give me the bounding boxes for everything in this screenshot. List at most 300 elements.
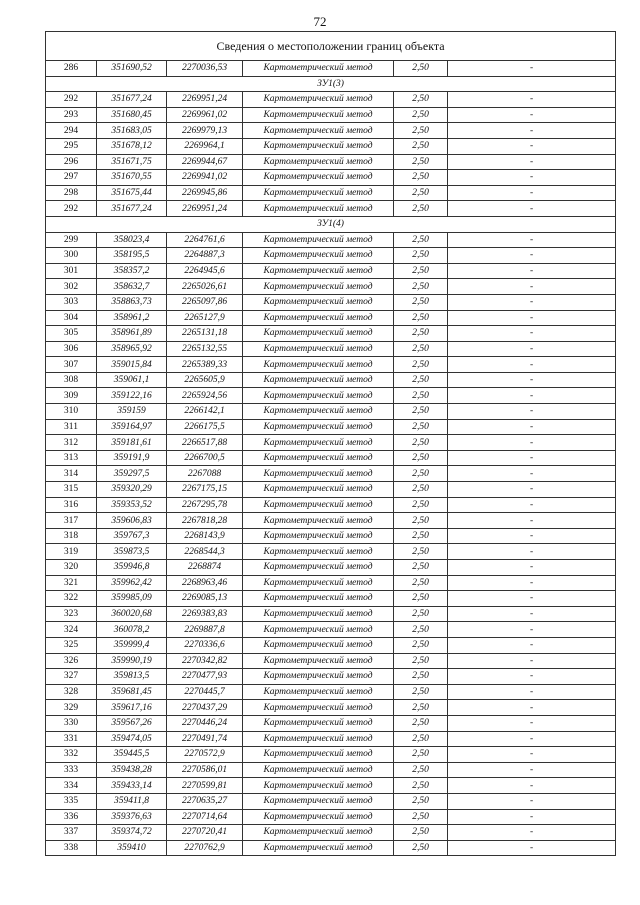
cell-accuracy: 2,50 <box>394 294 448 310</box>
cell-coord-y: 2265097,86 <box>167 294 243 310</box>
cell-note: - <box>448 372 616 388</box>
table-row <box>46 466 616 482</box>
cell-accuracy: 2,50 <box>394 263 448 279</box>
cell-method: Картометрический метод <box>243 61 394 77</box>
cell-coord-x: 359353,52 <box>97 497 167 513</box>
cell-accuracy: 2,50 <box>394 560 448 576</box>
cell-accuracy: 2,50 <box>394 840 448 856</box>
table-title: Сведения о местоположении границ объекта <box>46 32 616 61</box>
cell-accuracy: 2,50 <box>394 528 448 544</box>
cell-note: - <box>448 793 616 809</box>
cell-accuracy: 2,50 <box>394 591 448 607</box>
cell-accuracy: 2,50 <box>394 513 448 529</box>
cell-coord-x: 351677,24 <box>97 201 167 217</box>
cell-point-number: 326 <box>46 653 97 669</box>
cell-accuracy: 2,50 <box>394 653 448 669</box>
cell-point-number: 303 <box>46 294 97 310</box>
cell-method: Картометрический метод <box>243 684 394 700</box>
cell-note: - <box>448 575 616 591</box>
cell-note: - <box>448 528 616 544</box>
table-row <box>46 840 616 856</box>
cell-point-number: 300 <box>46 248 97 264</box>
cell-point-number: 310 <box>46 404 97 420</box>
table-row <box>46 731 616 747</box>
cell-accuracy: 2,50 <box>394 622 448 638</box>
table-row <box>46 637 616 653</box>
cell-note: - <box>448 637 616 653</box>
cell-note: - <box>448 357 616 373</box>
cell-coord-y: 2270572,9 <box>167 747 243 763</box>
cell-coord-x: 351680,45 <box>97 107 167 123</box>
cell-point-number: 312 <box>46 435 97 451</box>
table-row <box>46 528 616 544</box>
cell-method: Картометрический метод <box>243 637 394 653</box>
cell-note: - <box>448 185 616 201</box>
table-row <box>46 435 616 451</box>
cell-point-number: 301 <box>46 263 97 279</box>
cell-note: - <box>448 388 616 404</box>
cell-coord-x: 359410 <box>97 840 167 856</box>
cell-accuracy: 2,50 <box>394 466 448 482</box>
cell-note: - <box>448 248 616 264</box>
cell-point-number: 336 <box>46 809 97 825</box>
cell-coord-x: 359606,83 <box>97 513 167 529</box>
cell-point-number: 318 <box>46 528 97 544</box>
cell-coord-x: 351677,24 <box>97 92 167 108</box>
cell-coord-x: 359617,16 <box>97 700 167 716</box>
cell-coord-x: 358357,2 <box>97 263 167 279</box>
cell-point-number: 299 <box>46 232 97 248</box>
cell-coord-x: 359181,61 <box>97 435 167 451</box>
cell-coord-y: 2270586,01 <box>167 762 243 778</box>
cell-accuracy: 2,50 <box>394 606 448 622</box>
cell-point-number: 304 <box>46 310 97 326</box>
cell-coord-x: 358863,73 <box>97 294 167 310</box>
table-row <box>46 778 616 794</box>
cell-coord-x: 359191,9 <box>97 450 167 466</box>
cell-method: Картометрический метод <box>243 466 394 482</box>
cell-coord-y: 2270720,41 <box>167 825 243 841</box>
cell-method: Картометрический метод <box>243 138 394 154</box>
cell-coord-y: 2264945,6 <box>167 263 243 279</box>
cell-accuracy: 2,50 <box>394 357 448 373</box>
cell-coord-x: 351678,12 <box>97 138 167 154</box>
cell-note: - <box>448 435 616 451</box>
cell-note: - <box>448 123 616 139</box>
table-row <box>46 310 616 326</box>
cell-method: Картометрический метод <box>243 840 394 856</box>
cell-point-number: 325 <box>46 637 97 653</box>
section-header-row <box>46 216 616 232</box>
cell-note: - <box>448 61 616 77</box>
cell-method: Картометрический метод <box>243 513 394 529</box>
table-row <box>46 684 616 700</box>
cell-method: Картометрический метод <box>243 747 394 763</box>
cell-method: Картометрический метод <box>243 388 394 404</box>
table-row <box>46 419 616 435</box>
cell-accuracy: 2,50 <box>394 778 448 794</box>
cell-coord-y: 2269964,1 <box>167 138 243 154</box>
table-row <box>46 669 616 685</box>
cell-method: Картометрический метод <box>243 248 394 264</box>
cell-coord-y: 2270762,9 <box>167 840 243 856</box>
cell-method: Картометрический метод <box>243 762 394 778</box>
table-row <box>46 372 616 388</box>
cell-coord-y: 2270342,82 <box>167 653 243 669</box>
cell-accuracy: 2,50 <box>394 201 448 217</box>
cell-point-number: 313 <box>46 450 97 466</box>
cell-method: Картометрический метод <box>243 793 394 809</box>
cell-accuracy: 2,50 <box>394 762 448 778</box>
table-row <box>46 606 616 622</box>
table-title-row <box>46 32 616 61</box>
cell-point-number: 296 <box>46 154 97 170</box>
cell-coord-y: 2265605,9 <box>167 372 243 388</box>
section-header-row <box>46 76 616 92</box>
cell-coord-x: 359999,4 <box>97 637 167 653</box>
cell-point-number: 307 <box>46 357 97 373</box>
cell-note: - <box>448 684 616 700</box>
cell-note: - <box>448 809 616 825</box>
table-row <box>46 497 616 513</box>
cell-method: Картометрический метод <box>243 92 394 108</box>
cell-method: Картометрический метод <box>243 201 394 217</box>
cell-accuracy: 2,50 <box>394 404 448 420</box>
cell-accuracy: 2,50 <box>394 700 448 716</box>
section-label: ЗУ1(3) <box>46 76 616 92</box>
cell-coord-x: 360020,68 <box>97 606 167 622</box>
cell-method: Картометрический метод <box>243 825 394 841</box>
cell-method: Картометрический метод <box>243 310 394 326</box>
cell-accuracy: 2,50 <box>394 107 448 123</box>
cell-note: - <box>448 715 616 731</box>
table-row <box>46 575 616 591</box>
cell-coord-y: 2266175,5 <box>167 419 243 435</box>
cell-coord-y: 2269941,02 <box>167 170 243 186</box>
cell-coord-y: 2270714,64 <box>167 809 243 825</box>
table-row <box>46 92 616 108</box>
cell-coord-y: 2270336,6 <box>167 637 243 653</box>
cell-method: Картометрический метод <box>243 154 394 170</box>
cell-coord-x: 351670,55 <box>97 170 167 186</box>
table-row <box>46 170 616 186</box>
cell-coord-y: 2265389,33 <box>167 357 243 373</box>
cell-coord-x: 358961,2 <box>97 310 167 326</box>
cell-coord-y: 2270036,53 <box>167 61 243 77</box>
boundary-coordinates-table <box>45 31 616 856</box>
cell-accuracy: 2,50 <box>394 747 448 763</box>
cell-coord-y: 2265131,18 <box>167 326 243 342</box>
cell-coord-x: 360078,2 <box>97 622 167 638</box>
cell-note: - <box>448 513 616 529</box>
cell-note: - <box>448 279 616 295</box>
cell-method: Картометрический метод <box>243 606 394 622</box>
section-label: ЗУ1(4) <box>46 216 616 232</box>
cell-note: - <box>448 497 616 513</box>
cell-accuracy: 2,50 <box>394 731 448 747</box>
cell-point-number: 305 <box>46 326 97 342</box>
cell-accuracy: 2,50 <box>394 372 448 388</box>
cell-note: - <box>448 92 616 108</box>
cell-point-number: 315 <box>46 482 97 498</box>
cell-note: - <box>448 653 616 669</box>
cell-coord-x: 359122,16 <box>97 388 167 404</box>
table-body <box>46 32 616 856</box>
cell-coord-y: 2265132,55 <box>167 341 243 357</box>
cell-method: Картометрический метод <box>243 185 394 201</box>
cell-coord-y: 2269887,8 <box>167 622 243 638</box>
cell-coord-x: 359061,1 <box>97 372 167 388</box>
cell-method: Картометрический метод <box>243 653 394 669</box>
cell-point-number: 337 <box>46 825 97 841</box>
cell-method: Картометрический метод <box>243 435 394 451</box>
cell-point-number: 323 <box>46 606 97 622</box>
cell-method: Картометрический метод <box>243 357 394 373</box>
cell-coord-y: 2266142,1 <box>167 404 243 420</box>
table-row <box>46 825 616 841</box>
cell-accuracy: 2,50 <box>394 185 448 201</box>
cell-coord-y: 2270635,27 <box>167 793 243 809</box>
cell-point-number: 292 <box>46 92 97 108</box>
cell-note: - <box>448 560 616 576</box>
cell-method: Картометрический метод <box>243 591 394 607</box>
table-row <box>46 747 616 763</box>
cell-note: - <box>448 201 616 217</box>
cell-point-number: 286 <box>46 61 97 77</box>
cell-note: - <box>448 419 616 435</box>
cell-method: Картометрический метод <box>243 669 394 685</box>
cell-coord-y: 2269979,13 <box>167 123 243 139</box>
cell-method: Картометрический метод <box>243 715 394 731</box>
cell-point-number: 294 <box>46 123 97 139</box>
cell-point-number: 298 <box>46 185 97 201</box>
cell-note: - <box>448 482 616 498</box>
cell-coord-x: 359962,42 <box>97 575 167 591</box>
cell-coord-y: 2268544,3 <box>167 544 243 560</box>
cell-coord-y: 2269945,86 <box>167 185 243 201</box>
cell-point-number: 308 <box>46 372 97 388</box>
cell-accuracy: 2,50 <box>394 825 448 841</box>
cell-coord-x: 359873,5 <box>97 544 167 560</box>
cell-accuracy: 2,50 <box>394 450 448 466</box>
cell-point-number: 316 <box>46 497 97 513</box>
cell-accuracy: 2,50 <box>394 809 448 825</box>
cell-point-number: 306 <box>46 341 97 357</box>
cell-coord-y: 2270599,81 <box>167 778 243 794</box>
cell-coord-x: 359164,97 <box>97 419 167 435</box>
cell-point-number: 333 <box>46 762 97 778</box>
cell-coord-x: 359320,29 <box>97 482 167 498</box>
cell-accuracy: 2,50 <box>394 326 448 342</box>
table-row <box>46 232 616 248</box>
cell-coord-y: 2265924,56 <box>167 388 243 404</box>
cell-coord-x: 359813,5 <box>97 669 167 685</box>
cell-coord-x: 351675,44 <box>97 185 167 201</box>
cell-accuracy: 2,50 <box>394 669 448 685</box>
cell-note: - <box>448 669 616 685</box>
cell-coord-x: 359374,72 <box>97 825 167 841</box>
table-row <box>46 404 616 420</box>
cell-coord-x: 351690,52 <box>97 61 167 77</box>
cell-note: - <box>448 107 616 123</box>
cell-accuracy: 2,50 <box>394 497 448 513</box>
table-row <box>46 248 616 264</box>
cell-coord-x: 351683,05 <box>97 123 167 139</box>
cell-method: Картометрический метод <box>243 294 394 310</box>
cell-point-number: 321 <box>46 575 97 591</box>
cell-method: Картометрический метод <box>243 404 394 420</box>
cell-point-number: 331 <box>46 731 97 747</box>
cell-accuracy: 2,50 <box>394 637 448 653</box>
cell-note: - <box>448 762 616 778</box>
cell-coord-y: 2270446,24 <box>167 715 243 731</box>
cell-note: - <box>448 341 616 357</box>
table-row <box>46 482 616 498</box>
cell-note: - <box>448 450 616 466</box>
cell-point-number: 309 <box>46 388 97 404</box>
cell-method: Картометрический метод <box>243 482 394 498</box>
cell-point-number: 295 <box>46 138 97 154</box>
table-row <box>46 107 616 123</box>
cell-method: Картометрический метод <box>243 700 394 716</box>
cell-coord-x: 359411,8 <box>97 793 167 809</box>
cell-point-number: 334 <box>46 778 97 794</box>
cell-point-number: 329 <box>46 700 97 716</box>
cell-coord-y: 2269383,83 <box>167 606 243 622</box>
cell-coord-x: 358195,5 <box>97 248 167 264</box>
cell-accuracy: 2,50 <box>394 684 448 700</box>
cell-coord-x: 359433,14 <box>97 778 167 794</box>
table-row <box>46 341 616 357</box>
cell-point-number: 317 <box>46 513 97 529</box>
cell-note: - <box>448 326 616 342</box>
cell-accuracy: 2,50 <box>394 419 448 435</box>
cell-method: Картометрический метод <box>243 326 394 342</box>
cell-coord-x: 359015,84 <box>97 357 167 373</box>
cell-note: - <box>448 731 616 747</box>
cell-note: - <box>448 154 616 170</box>
cell-coord-x: 359946,8 <box>97 560 167 576</box>
page-number: 72 <box>313 14 327 29</box>
cell-method: Картометрический метод <box>243 544 394 560</box>
cell-accuracy: 2,50 <box>394 310 448 326</box>
cell-point-number: 338 <box>46 840 97 856</box>
cell-note: - <box>448 622 616 638</box>
cell-note: - <box>448 606 616 622</box>
cell-point-number: 319 <box>46 544 97 560</box>
table-row <box>46 154 616 170</box>
table-row <box>46 61 616 77</box>
cell-coord-y: 2269944,67 <box>167 154 243 170</box>
cell-accuracy: 2,50 <box>394 544 448 560</box>
cell-note: - <box>448 825 616 841</box>
cell-note: - <box>448 840 616 856</box>
cell-method: Картометрический метод <box>243 778 394 794</box>
cell-note: - <box>448 404 616 420</box>
cell-point-number: 302 <box>46 279 97 295</box>
cell-coord-y: 2265127,9 <box>167 310 243 326</box>
cell-coord-x: 358961,89 <box>97 326 167 342</box>
cell-coord-x: 359985,09 <box>97 591 167 607</box>
table-row <box>46 653 616 669</box>
cell-coord-x: 359159 <box>97 404 167 420</box>
cell-note: - <box>448 466 616 482</box>
cell-method: Картометрический метод <box>243 528 394 544</box>
cell-coord-x: 358632,7 <box>97 279 167 295</box>
table-row <box>46 450 616 466</box>
cell-accuracy: 2,50 <box>394 715 448 731</box>
cell-method: Картометрический метод <box>243 497 394 513</box>
cell-accuracy: 2,50 <box>394 435 448 451</box>
cell-coord-x: 359990,19 <box>97 653 167 669</box>
cell-coord-y: 2269085,13 <box>167 591 243 607</box>
cell-method: Картометрический метод <box>243 450 394 466</box>
table-row <box>46 388 616 404</box>
cell-coord-y: 2270491,74 <box>167 731 243 747</box>
cell-note: - <box>448 138 616 154</box>
cell-method: Картометрический метод <box>243 170 394 186</box>
cell-coord-y: 2266700,5 <box>167 450 243 466</box>
cell-accuracy: 2,50 <box>394 793 448 809</box>
cell-point-number: 335 <box>46 793 97 809</box>
cell-coord-y: 2268874 <box>167 560 243 576</box>
cell-point-number: 292 <box>46 201 97 217</box>
table-row <box>46 279 616 295</box>
cell-coord-x: 358965,92 <box>97 341 167 357</box>
cell-coord-x: 359767,3 <box>97 528 167 544</box>
cell-method: Картометрический метод <box>243 123 394 139</box>
table-row <box>46 123 616 139</box>
table-row <box>46 513 616 529</box>
cell-accuracy: 2,50 <box>394 279 448 295</box>
cell-coord-x: 358023,4 <box>97 232 167 248</box>
cell-note: - <box>448 591 616 607</box>
cell-coord-x: 359681,45 <box>97 684 167 700</box>
cell-note: - <box>448 232 616 248</box>
cell-accuracy: 2,50 <box>394 575 448 591</box>
cell-note: - <box>448 778 616 794</box>
cell-coord-y: 2269951,24 <box>167 201 243 217</box>
cell-point-number: 314 <box>46 466 97 482</box>
cell-note: - <box>448 310 616 326</box>
cell-point-number: 322 <box>46 591 97 607</box>
cell-coord-x: 359567,26 <box>97 715 167 731</box>
cell-method: Картометрический метод <box>243 279 394 295</box>
table-row <box>46 762 616 778</box>
cell-method: Картометрический метод <box>243 560 394 576</box>
cell-accuracy: 2,50 <box>394 482 448 498</box>
cell-coord-y: 2270445,7 <box>167 684 243 700</box>
table-row <box>46 357 616 373</box>
cell-point-number: 293 <box>46 107 97 123</box>
table-row <box>46 326 616 342</box>
cell-point-number: 297 <box>46 170 97 186</box>
cell-method: Картометрический метод <box>243 341 394 357</box>
table-row <box>46 294 616 310</box>
cell-coord-y: 2265026,61 <box>167 279 243 295</box>
cell-coord-y: 2267088 <box>167 466 243 482</box>
cell-coord-y: 2267295,78 <box>167 497 243 513</box>
cell-point-number: 330 <box>46 715 97 731</box>
cell-point-number: 320 <box>46 560 97 576</box>
cell-method: Картометрический метод <box>243 731 394 747</box>
cell-method: Картометрический метод <box>243 232 394 248</box>
cell-note: - <box>448 747 616 763</box>
cell-point-number: 324 <box>46 622 97 638</box>
cell-coord-x: 359474,05 <box>97 731 167 747</box>
cell-method: Картометрический метод <box>243 622 394 638</box>
table-row <box>46 809 616 825</box>
